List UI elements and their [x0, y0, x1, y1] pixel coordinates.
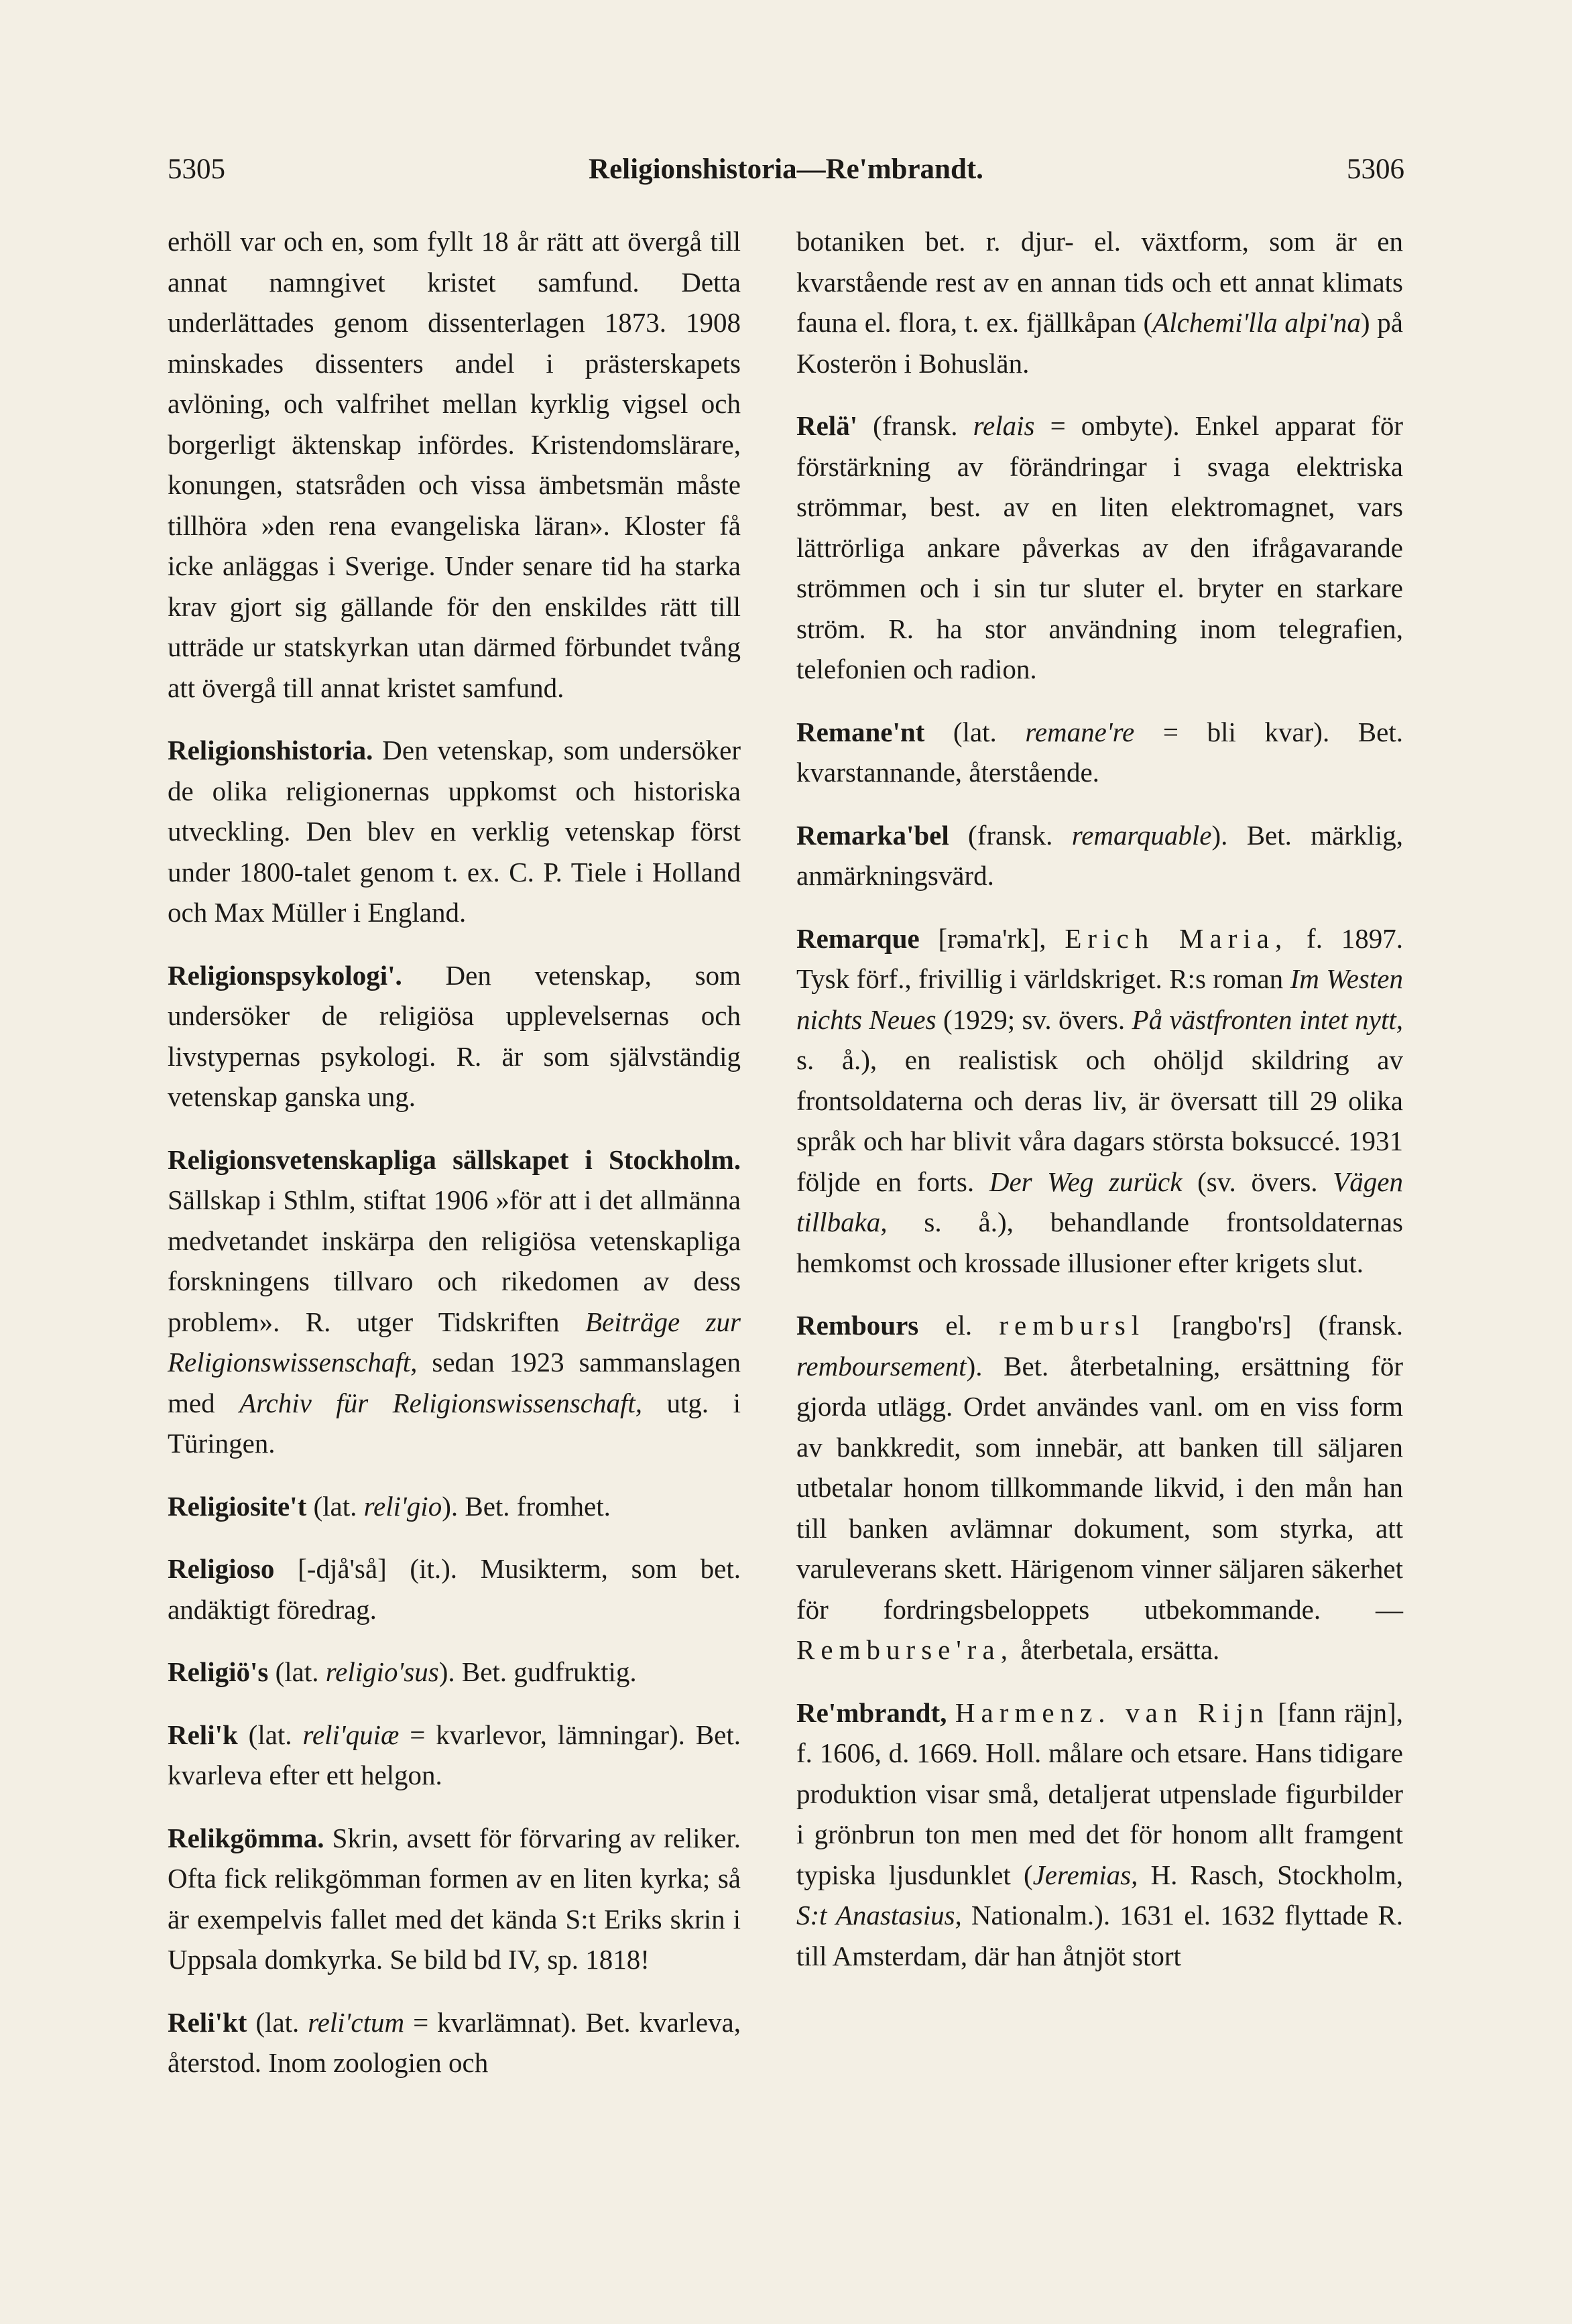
italic-term: remane're	[1025, 716, 1135, 747]
entry-text: ). Bet. fromhet.	[442, 1490, 611, 1522]
right-column	[796, 221, 1403, 1976]
entry-text: ). Bet. märklig, anmärkningsvärd.	[796, 819, 1403, 891]
entry-text: Den vetenskap, som undersöker de olika religionernas uppkomst och historiska utveckling. Den blev en verklig vetenskap först under 1800-talet genom t. ex. C. P. Tiele i Holland och Max Müller i England.	[168, 735, 741, 928]
dictionary-entry	[168, 2002, 741, 2083]
italic-term: remboursement	[796, 1350, 967, 1382]
entry-headword: Relä'	[796, 410, 858, 441]
entry-text: Skrin, avsett för förvaring av reliker. Ofta fick relikgömman formen av en liten kyrka; så är exempelvis fallet med det kända S:t Eriks skrin i Uppsala domkyrka. Se bild bd IV, sp. 1818!	[168, 1822, 741, 1975]
entry-text: Remburse'ra,	[796, 1634, 1014, 1665]
entry-headword: Remarque	[796, 922, 920, 954]
entry-text: ). Bet. gudfruktig.	[438, 1656, 637, 1687]
dictionary-entry	[796, 1305, 1403, 1670]
dictionary-entry	[796, 221, 1403, 383]
entry-text: erhöll var och en, som fyllt 18 år rätt att övergå till annat namngivet kristet samfund. Detta underlättades genom dissenterlagen 1873. 1908 minskades dissenters andel i prästerskapets avlöning, och valfrihet mellan kyrklig vigsel och borgerligt äktenskap infördes. Kristendomslärare, konungen, statsråden och vissa ämbetsmän måste tillhöra »den rena evangeliska läran». Kloster få icke anläggas i Sverige. Under senare tid ha starka krav gjort sig gällande för den enskildes rätt till utträde ur statskyrkan utan därmed förbundet tvång att övergå till annat kristet samfund.	[168, 226, 741, 703]
entry-headword: Reli'kt	[168, 2006, 247, 2038]
entry-text	[947, 1697, 955, 1728]
dictionary-entry	[168, 1652, 741, 1693]
entry-text: el.	[918, 1310, 1000, 1341]
entry-headword: Re'mbrandt,	[796, 1697, 947, 1728]
entry-text: (lat.	[237, 1719, 303, 1750]
italic-term: reli'ctum	[308, 2006, 405, 2038]
italic-term: relais	[973, 410, 1035, 441]
entry-text: rembursl	[999, 1310, 1146, 1341]
italic-term: Alchemi'lla alpi'na	[1152, 307, 1361, 338]
page-number-left: 5305	[168, 154, 225, 185]
entry-text: (lat.	[306, 1490, 364, 1522]
entry-headword: Religionsvetenskapliga sällskapet i Stockholm.	[168, 1144, 741, 1175]
entry-text: (lat.	[247, 2006, 308, 2038]
italic-term: reli'gio	[363, 1490, 442, 1522]
entry-headword: Religioso	[168, 1553, 275, 1584]
entry-text: sedan 1923 sammanslagen med	[168, 1347, 741, 1418]
dictionary-entry	[796, 1693, 1403, 1977]
dictionary-entry	[168, 1715, 741, 1796]
italic-term: S:t Anastasius,	[796, 1900, 962, 1931]
italic-term: Archiv für Religionswissenschaft,	[239, 1387, 643, 1418]
entry-text: [fann räjn], f. 1606, d. 1669. Holl. målare och etsare. Hans tidigare produktion visar små, detaljerat utpenslade figurbilder i grönbrun ton men med det för honom allt framgent typiska ljusdunklet (	[796, 1697, 1403, 1890]
entry-headword: Religionshistoria.	[168, 735, 373, 766]
italic-term: På västfronten intet nytt,	[1132, 1003, 1403, 1035]
entry-headword: Rembours	[796, 1310, 919, 1341]
italic-term: Im Westen nichts Neues	[796, 963, 1403, 1035]
entry-text: [-djå'så] (it.). Musikterm, som bet. andäktigt föredrag.	[168, 1553, 741, 1625]
entry-text: s. å.), en realistisk och ohöljd skildring av frontsoldaterna och deras liv, är översatt till 29 olika språk och har blivit våra dagars största boksuccé. 1931 följde en forts.	[796, 1044, 1403, 1197]
entry-text: (fransk.	[949, 819, 1072, 851]
entry-headword: Relikgömma.	[168, 1822, 324, 1853]
entry-text: Erich Maria,	[1065, 922, 1288, 954]
dictionary-entry	[796, 918, 1403, 1284]
entry-headword: Religiosite't	[168, 1490, 307, 1522]
left-column	[168, 221, 741, 2083]
entry-headword: Religiö's	[168, 1656, 269, 1687]
entry-text: = ombyte). Enkel apparat för förstärkning av förändringar i svaga elektriska strömmar, best. av en liten elektromagnet, vars lättrörliga ankare påverkas av den ifrågavarande strömmen och i sin tur sluter el. bryter en starkare ström. R. ha stor användning inom telegrafien, telefonien och radion.	[796, 410, 1403, 684]
dictionary-entry	[168, 221, 741, 708]
entry-headword: Religionspsykologi'.	[168, 959, 402, 991]
entry-text: H. Rasch, Stockholm,	[1138, 1859, 1404, 1890]
entry-text: Den vetenskap, som undersöker de religiösa upplevelsernas och livstypernas psykologi. R. är som självständig vetenskap ganska ung.	[168, 959, 741, 1112]
entry-text: = kvarlämnat). Bet. kvarleva, återstod. Inom zoologien och	[168, 2006, 741, 2078]
entry-text: återbetala, ersätta.	[1013, 1634, 1220, 1665]
entry-text: Harmenz. van Rijn	[955, 1697, 1270, 1728]
entry-text: (lat.	[268, 1656, 326, 1687]
entry-text: (lat.	[924, 716, 1026, 747]
entry-text: = kvarlevor, lämningar). Bet. kvarleva efter ett helgon.	[168, 1719, 741, 1790]
entry-text: (sv. övers.	[1182, 1166, 1333, 1197]
entry-text: f. 1897. Tysk förf., frivillig i världskriget. R:s roman	[796, 922, 1403, 994]
running-title: Religionshistoria—Re'mbrandt.	[589, 154, 983, 185]
entry-text: Sällskap i Sthlm, stiftat 1906 »för att i det allmänna medvetandet inskärpa den religiösa vetenskapliga forskningens tillvaro och rikedomen av dess problem». R. utger Tidskriften	[168, 1184, 741, 1337]
dictionary-entry	[796, 406, 1403, 690]
dictionary-entry	[796, 815, 1403, 896]
italic-term: Der Weg zurück	[989, 1166, 1183, 1197]
entry-text: (fransk.	[857, 410, 973, 441]
dictionary-entry	[168, 1548, 741, 1630]
entry-text: (1929; sv. övers.	[936, 1003, 1132, 1035]
entry-text: = bli kvar). Bet. kvarstannande, återstående.	[796, 716, 1403, 788]
entry-text: ) på Kosterön i Bohuslän.	[796, 307, 1403, 379]
dictionary-entry	[168, 955, 741, 1117]
dictionary-entry	[796, 712, 1403, 793]
entry-text: [rəma'rk],	[919, 922, 1065, 954]
dictionary-entry	[168, 1486, 741, 1527]
italic-term: religio'sus	[325, 1656, 439, 1687]
italic-term: Jeremias,	[1032, 1859, 1138, 1890]
entry-headword: Reli'k	[168, 1719, 238, 1750]
italic-term: remarquable	[1071, 819, 1212, 851]
entry-text: utg. i Türingen.	[168, 1387, 741, 1459]
italic-term: Vägen tillbaka,	[796, 1166, 1404, 1237]
italic-term: reli'quiæ	[302, 1719, 400, 1750]
entry-headword: Remane'nt	[796, 716, 925, 747]
dictionary-entry	[168, 1818, 741, 1980]
entry-text: botaniken bet. r. djur- el. växtform, som är en kvarstående rest av en annan tids och ett annat klimats fauna el. flora, t. ex. fjällkåpan (	[796, 226, 1403, 338]
entry-text: [rangbo'rs] (fransk.	[1145, 1310, 1403, 1341]
dictionary-entry	[168, 730, 741, 933]
entry-headword: Remarka'bel	[796, 819, 949, 851]
entry-text: Nationalm.). 1631 el. 1632 flyttade R. till Amsterdam, där han åtnjöt stort	[796, 1900, 1404, 1971]
entry-text: ). Bet. återbetalning, ersättning för gjorda utlägg. Ordet användes vanl. om en viss form av bankkredit, som innebär, att banken till säljaren utbetalar honom tillkommande likvid, i den mån han till banken avlämnar dokument, som styrka, att varuleverans skett. Härigenom vinner säljaren säkerhet för fordringsbeloppets utbekommande. —	[796, 1350, 1403, 1625]
italic-term: Beiträge zur Religionswissenschaft,	[168, 1306, 741, 1378]
page-number-right: 5306	[1347, 154, 1404, 185]
entry-text: s. å.), behandlande frontsoldaternas hemkomst och krossade illusioner efter krigets slut.	[796, 1207, 1403, 1278]
dictionary-entry	[168, 1140, 741, 1464]
